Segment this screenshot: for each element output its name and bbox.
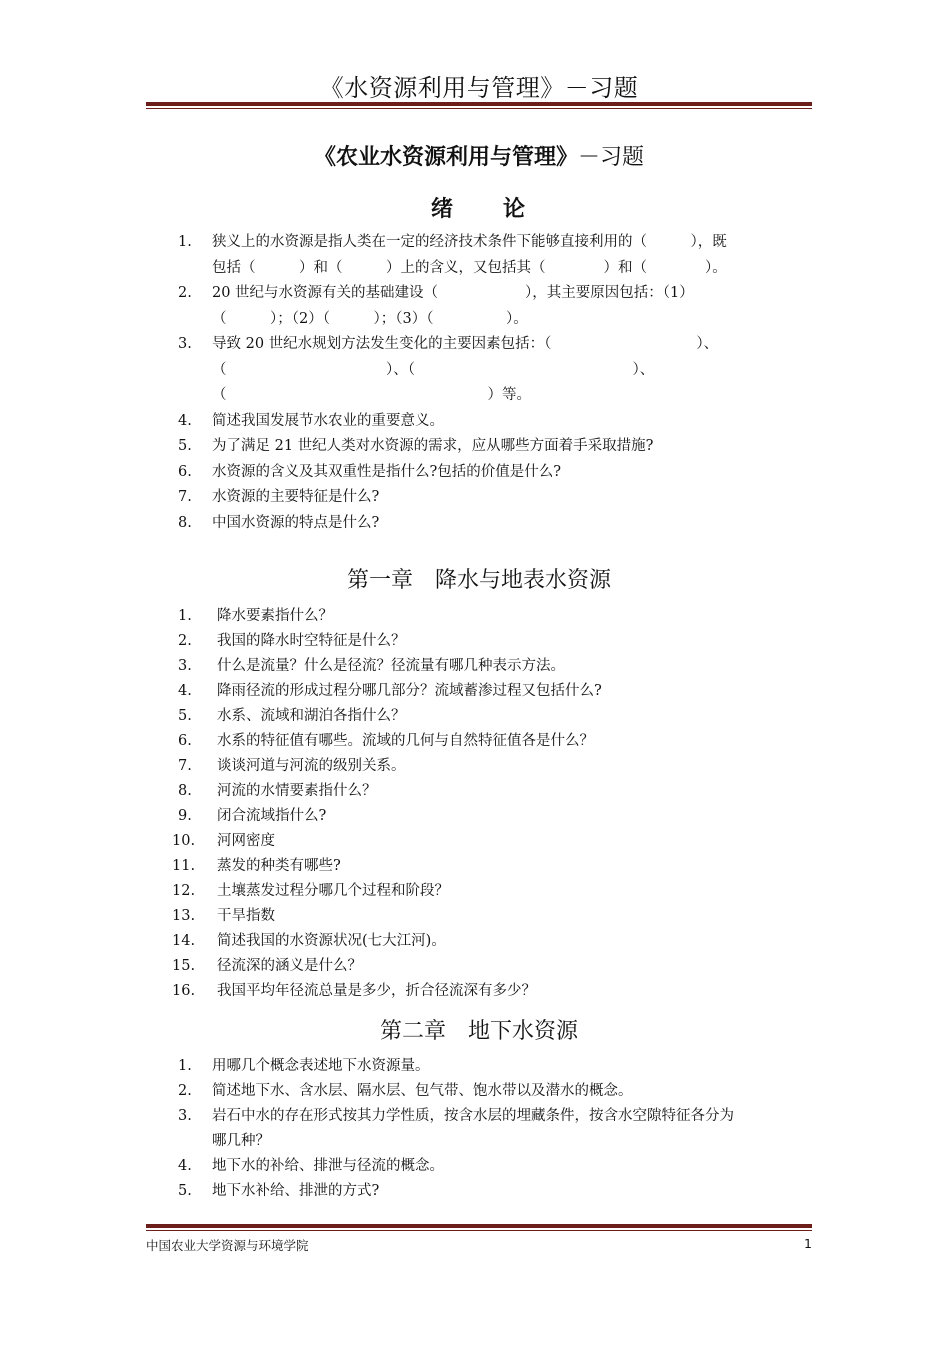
question-number: 2. <box>178 633 192 649</box>
document-title <box>146 140 812 171</box>
question-item <box>178 485 814 511</box>
question-number: 16. <box>172 983 196 999</box>
question-line: （ ）；（2）（ ）；（3）（ ）。 <box>212 310 528 327</box>
question-text: 什么是流量？什么是径流？径流量有哪几种表示方法。 <box>217 658 565 674</box>
footer-rule <box>146 1224 812 1231</box>
question-item <box>178 460 814 486</box>
chapter2-heading: 第二章 地下水资源 <box>379 1019 578 1044</box>
chapter2-question-list <box>178 1054 814 1204</box>
question-item <box>178 434 814 460</box>
question-line: 简述地下水、含水层、隔水层、包气带、饱水带以及潜水的概念。 <box>212 1083 633 1099</box>
question-number: 1. <box>178 234 192 250</box>
question-line: 岩石中水的存在形式按其力学性质，按含水层的埋藏条件，按含水空隙特征各分为 <box>212 1108 734 1124</box>
question-text: 我国的降水时空特征是什么？ <box>217 633 406 649</box>
chapter1-question-list <box>172 604 814 1004</box>
question-line: 水资源的含义及其双重性是指什么?包括的价值是什么? <box>212 463 562 480</box>
question-item <box>172 954 814 979</box>
question-text: 我国平均年径流总量是多少，折合径流深有多少？ <box>217 983 536 999</box>
question-item <box>172 879 814 904</box>
question-number: 11. <box>172 858 196 874</box>
question-number: 8. <box>178 783 192 799</box>
question-text: 蒸发的种类有哪些? <box>217 858 341 874</box>
question-item <box>178 230 814 281</box>
question-item <box>178 754 814 779</box>
header-rule <box>146 102 812 109</box>
question-text: 河网密度 <box>217 833 275 849</box>
question-item <box>172 904 814 929</box>
question-text: 水系的特征值有哪些。流域的几何与自然特征值各是什么？ <box>217 733 594 749</box>
question-text: 河流的水情要素指什么？ <box>217 783 377 799</box>
question-item <box>178 281 814 332</box>
question-number: 7. <box>178 489 192 505</box>
question-number: 10. <box>172 833 196 849</box>
intro-question-list <box>178 230 814 536</box>
question-text: 水系、流域和湖泊各指什么？ <box>217 708 406 724</box>
question-item <box>178 332 814 409</box>
question-text: 降雨径流的形成过程分哪几部分？流域蓄渗过程又包括什么? <box>217 683 602 699</box>
question-text: 土壤蒸发过程分哪几个过程和阶段？ <box>217 883 449 899</box>
question-line: 哪几种？ <box>212 1133 270 1149</box>
intro-heading: 绪 论 <box>430 197 527 222</box>
page-header-title: 《水资源利用与管理》－习题 <box>319 74 639 102</box>
question-number: 5. <box>178 438 192 454</box>
question-number: 15. <box>172 958 196 974</box>
question-line: 包括（ ）和（ ）上的含义，又包括其（ ）和（ ）。 <box>212 259 727 276</box>
question-number: 6. <box>178 733 192 749</box>
question-text: 干旱指数 <box>217 908 275 924</box>
question-number: 5. <box>178 1183 192 1199</box>
question-text: 降水要素指什么？ <box>217 608 333 624</box>
question-item <box>178 1179 814 1204</box>
question-item <box>178 629 814 654</box>
question-line: 20 世纪与水资源有关的基础建设（ ），其主要原因包括：（1） <box>212 285 694 301</box>
question-number: 2. <box>178 285 192 301</box>
question-number: 13. <box>172 908 196 924</box>
question-text: 径流深的涵义是什么？ <box>217 958 362 974</box>
question-item <box>172 979 814 1004</box>
question-text: 谈谈河道与河流的级别关系。 <box>217 758 406 774</box>
question-number: 4. <box>178 683 192 699</box>
chapter1-heading: 第一章 降水与地表水资源 <box>346 568 611 593</box>
question-number: 2. <box>178 1083 192 1099</box>
document-title-suffix: －习题 <box>578 145 645 170</box>
question-item <box>172 829 814 854</box>
page-number: 1 <box>804 1236 812 1251</box>
question-item <box>178 704 814 729</box>
question-number: 8. <box>178 514 192 531</box>
question-number: 9. <box>178 808 192 824</box>
question-item <box>172 854 814 879</box>
footer-institution: 中国农业大学资源与环境学院 <box>146 1238 309 1253</box>
question-number: 1. <box>178 1058 192 1074</box>
question-line: （ ）等。 <box>212 387 531 403</box>
question-item <box>178 654 814 679</box>
question-number: 3. <box>178 658 192 674</box>
question-item <box>178 604 814 629</box>
question-item <box>178 511 814 537</box>
question-line: 简述我国发展节水农业的重要意义。 <box>212 412 444 429</box>
question-line: 地下水补给、排泄的方式? <box>212 1183 380 1199</box>
question-number: 12. <box>172 883 196 899</box>
question-line: 为了满足 21 世纪人类对水资源的需求，应从哪些方面着手采取措施? <box>212 438 654 454</box>
question-item <box>178 1079 814 1104</box>
question-line: 水资源的主要特征是什么? <box>212 489 380 505</box>
question-text: 简述我国的水资源状况(七大江河)。 <box>217 933 446 949</box>
question-item <box>178 779 814 804</box>
question-number: 6. <box>178 463 192 480</box>
question-item <box>178 804 814 829</box>
question-item <box>178 1104 814 1154</box>
question-number: 3. <box>178 1108 192 1124</box>
question-item <box>178 1154 814 1179</box>
question-line: （ ）、（ ）、 <box>212 361 655 378</box>
question-number: 14. <box>172 933 196 949</box>
document-title-main: 《农业水资源利用与管理》 <box>313 145 578 170</box>
question-number: 3. <box>178 336 192 352</box>
question-item <box>178 679 814 704</box>
question-number: 5. <box>178 708 192 724</box>
question-item <box>178 1054 814 1079</box>
question-item <box>178 729 814 754</box>
question-number: 4. <box>178 412 192 429</box>
question-line: 狭义上的水资源是指人类在一定的经济技术条件下能够直接利用的（ ），既 <box>212 234 727 250</box>
question-text: 闭合流域指什么? <box>217 808 327 824</box>
question-line: 地下水的补给、排泄与径流的概念。 <box>212 1158 444 1174</box>
question-item <box>172 929 814 954</box>
question-line: 中国水资源的特点是什么? <box>212 514 380 531</box>
question-number: 7. <box>178 758 192 774</box>
question-item <box>178 409 814 435</box>
question-number: 4. <box>178 1158 192 1174</box>
question-line: 导致 20 世纪水规划方法发生变化的主要因素包括：（ ）、 <box>212 336 719 352</box>
question-line: 用哪几个概念表述地下水资源量。 <box>212 1058 430 1074</box>
question-number: 1. <box>178 608 192 624</box>
